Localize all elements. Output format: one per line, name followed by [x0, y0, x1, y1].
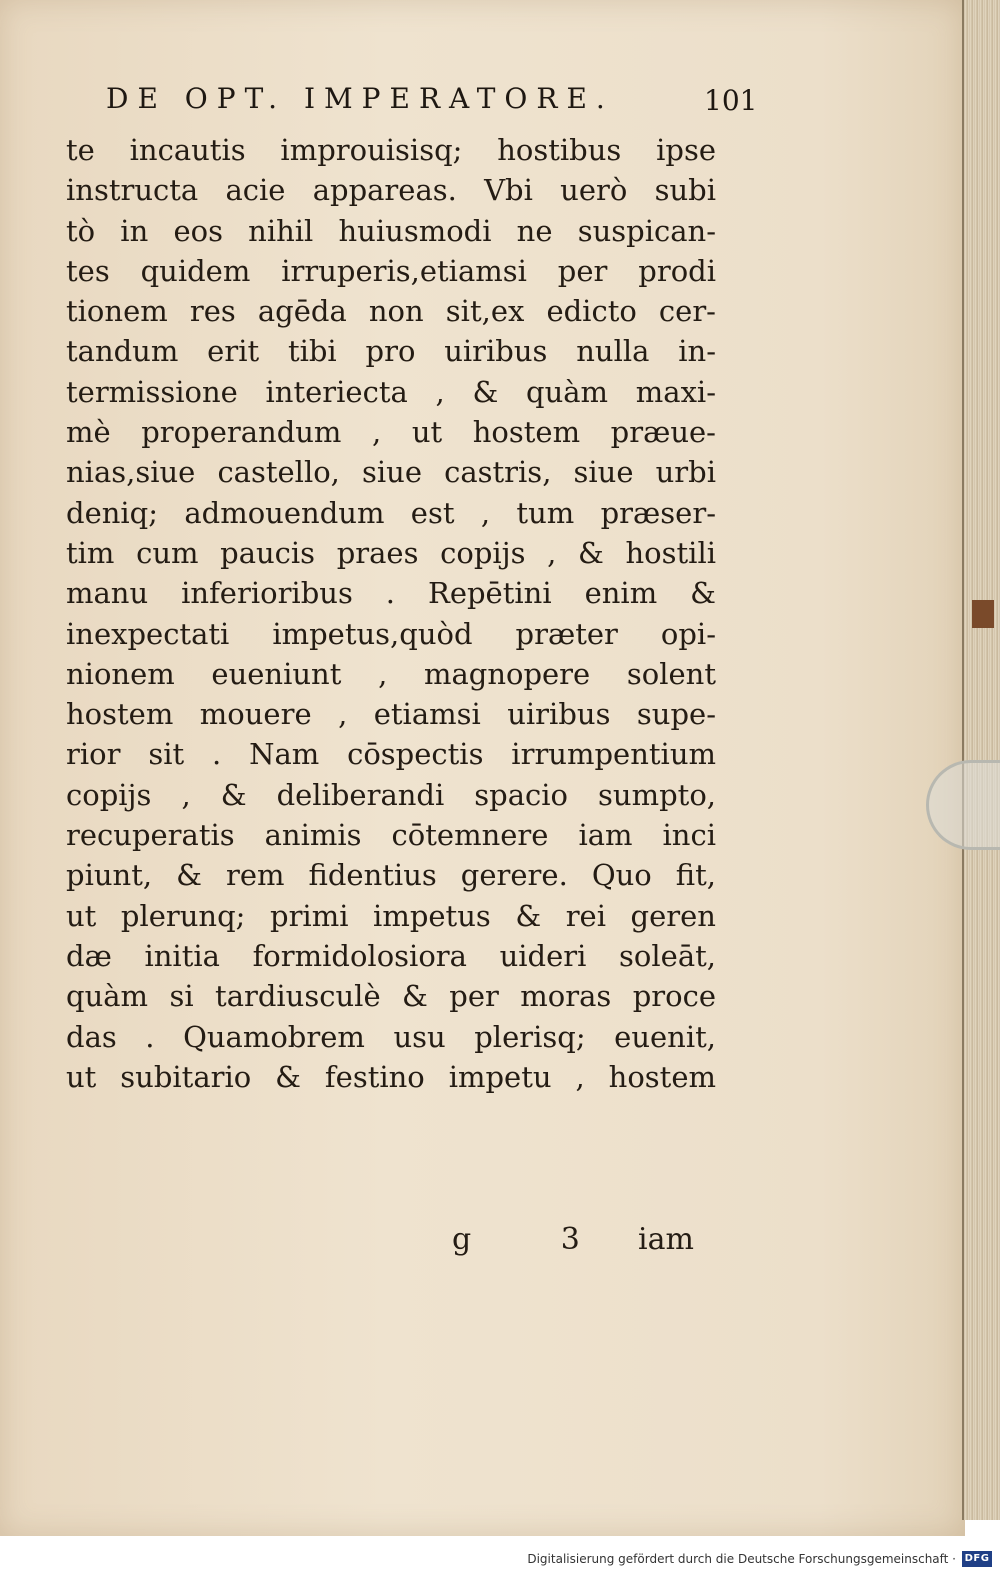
text-line: termissione interiecta , & quàm maxi-: [66, 374, 716, 409]
catchword: iam: [638, 1222, 694, 1257]
text-line: rior sit . Nam cōspectis irrumpentium: [66, 737, 716, 772]
text-line: tò in eos nihil huiusmodi ne suspican-: [66, 213, 716, 248]
text-line: mè properandum , ut hostem præue-: [66, 415, 716, 450]
bookmark-tab: [972, 600, 994, 628]
text-line: manu inferioribus . Repētini enim &: [66, 576, 716, 611]
text-line: nionem eueniunt , magnopere solent: [66, 656, 716, 691]
text-line: inexpectati impetus,quòd præter opi-: [66, 616, 716, 651]
text-block: [66, 130, 716, 1097]
signature-mark: g 3: [452, 1222, 620, 1257]
text-line: tionem res agēda non sit,ex edicto cer-: [66, 294, 716, 329]
footer-credit: Digitalisierung gefördert durch die Deutsche Forschungsgemeinschaft ·: [527, 1552, 956, 1566]
text-line: ut plerunq; primi impetus & rei geren: [66, 898, 716, 933]
text-line: hostem mouere , etiamsi uiribus supe-: [66, 697, 716, 732]
text-line: piunt, & rem fidentius gerere. Quo fit,: [66, 858, 716, 893]
text-line: nias,siue castello, siue castris, siue urbi: [66, 455, 716, 490]
text-line: tim cum paucis praes copijs , & hostili: [66, 535, 716, 570]
folio-number: 101: [704, 84, 758, 117]
text-line: deniq; admouendum est , tum præser-: [66, 495, 716, 530]
text-line: das . Quamobrem usu plerisq; euenit,: [66, 1019, 716, 1054]
text-line: te incautis improuisisq; hostibus ipse: [66, 133, 716, 167]
text-line: quàm si tardiusculè & per moras proce: [66, 979, 716, 1014]
text-line: instructa acie appareas. Vbi uerò subi: [66, 173, 716, 208]
text-line: tes quidem irruperis,etiamsi per prodi: [66, 253, 716, 288]
text-line: ut subitario & festino impetu , hostem: [66, 1059, 716, 1094]
running-head: DE OPT. IMPERATORE.: [106, 82, 614, 115]
text-line: recuperatis animis cōtemnere iam inci: [66, 818, 716, 853]
text-line: dæ initia formidolosiora uideri soleāt,: [66, 938, 716, 973]
text-line: tandum erit tibi pro uiribus nulla in-: [66, 334, 716, 369]
dfg-logo-icon: DFG: [962, 1551, 992, 1567]
text-line: copijs , & deliberandi spacio sumpto,: [66, 777, 716, 812]
